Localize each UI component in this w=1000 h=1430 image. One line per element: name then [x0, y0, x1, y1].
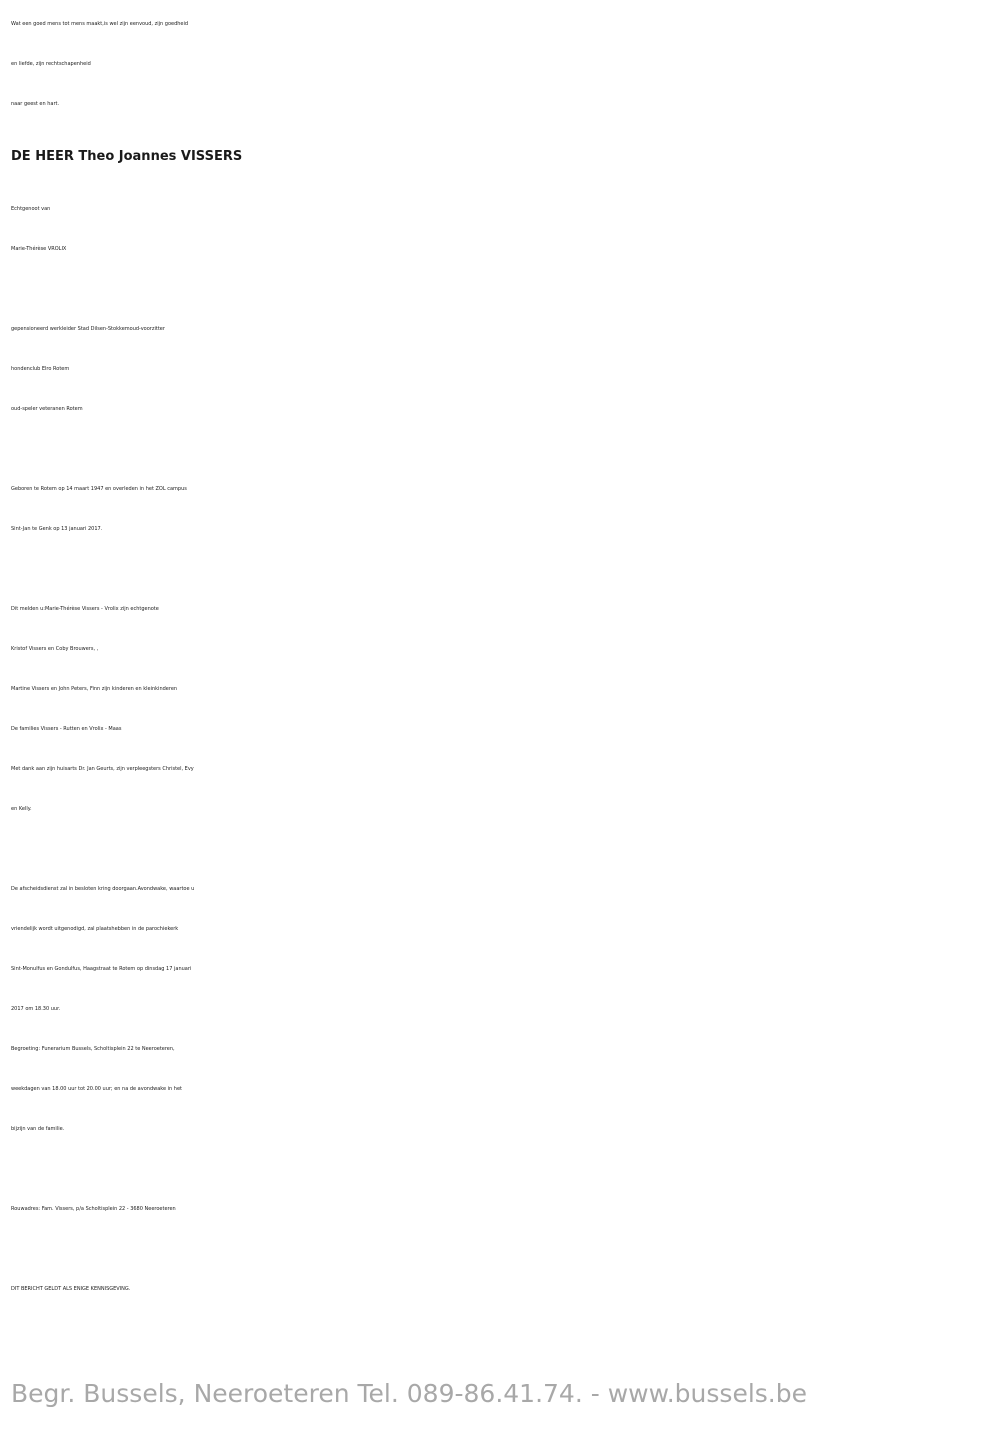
dates-block	[11, 469, 991, 549]
family-block	[11, 589, 991, 829]
spacer	[11, 549, 991, 589]
spacer	[11, 269, 991, 309]
spacer	[11, 429, 991, 469]
ceremony-block	[11, 869, 991, 1149]
intro-line: Wat een goed mens tot mens maakt,is wel zijn eenvoud, zijn goedheid	[11, 21, 189, 27]
family-line: De families Vissers - Rutten en Vrolix - Maas	[11, 725, 122, 732]
ceremony-line: Sint-Monulfus en Gondulfus, Haagstraat te Rotem op dinsdag 17 januari	[11, 965, 192, 972]
obituary-notice	[11, 4, 991, 1309]
family-line: en Kelly.	[11, 805, 32, 812]
ceremony-line: 2017 om 18.30 uur.	[11, 1005, 61, 1012]
family-line: Martine Vissers en John Peters, Finn zijn kinderen en kleinkinderen	[11, 685, 178, 692]
occupation-line: gepensioneerd werkleider Stad Dilsen-Stokkemoud-voorzitter	[11, 325, 165, 332]
dates-line: Sint-Jan te Genk op 13 januari 2017.	[11, 525, 103, 532]
occupation-line: oud-speler veteranen Rotem	[11, 405, 83, 412]
intro-quote	[11, 4, 991, 124]
spacer	[11, 829, 991, 869]
intro-line: en liefde, zijn rechtschapenheid	[11, 61, 91, 67]
ceremony-line: vriendelijk wordt uitgenodigd, zal plaatshebben in de parochiekerk	[11, 925, 179, 932]
ceremony-line: Begroeting: Funerarium Bussels, Scholtisplein 22 te Neeroeteren,	[11, 1045, 175, 1052]
ceremony-line: weekdagen van 18.00 uur tot 20.00 uur; en na de avondwake in het	[11, 1085, 183, 1092]
ceremony-line: De afscheidsdienst zal in besloten kring doorgaan.Avondwake, waartoe u	[11, 885, 195, 892]
deceased-name: DE HEER Theo Joannes VISSERS	[11, 149, 243, 164]
spouse-line: Marie-Thérèse VROLIX	[11, 245, 67, 252]
dates-line: Geboren te Rotem op 14 maart 1947 en overleden in het ZOL campus	[11, 485, 187, 492]
occupation-block	[11, 309, 991, 429]
ceremony-line: bijzijn van de familie.	[11, 1125, 65, 1132]
family-line: Kristof Vissers en Coby Brouwers, ,	[11, 645, 99, 652]
spouse-block	[11, 189, 991, 269]
funeral-home-footer: Begr. Bussels, Neeroeteren Tel. 089-86.41.74. - www.bussels.be	[11, 1379, 807, 1408]
intro-line: naar geest en hart.	[11, 101, 60, 107]
spacer	[11, 1229, 991, 1269]
family-line: Dit melden u:Marie-Thérèse Vissers - Vrolix zijn echtgenote	[11, 605, 159, 612]
family-line: Met dank aan zijn huisarts Dr. Jan Geurts, zijn verpleegsters Christel, Evy	[11, 765, 194, 772]
spacer	[11, 1149, 991, 1189]
notice-statement: DIT BERICHT GELDT ALS ENIGE KENNISGEVING.	[11, 1285, 131, 1292]
mourning-address: Rouwadres: Fam. Vissers, p/a Scholtisplein 22 - 3680 Neeroeteren	[11, 1205, 176, 1212]
occupation-line: hondenclub Elro Rotem	[11, 365, 70, 372]
spouse-line: Echtgenoot van	[11, 205, 51, 212]
